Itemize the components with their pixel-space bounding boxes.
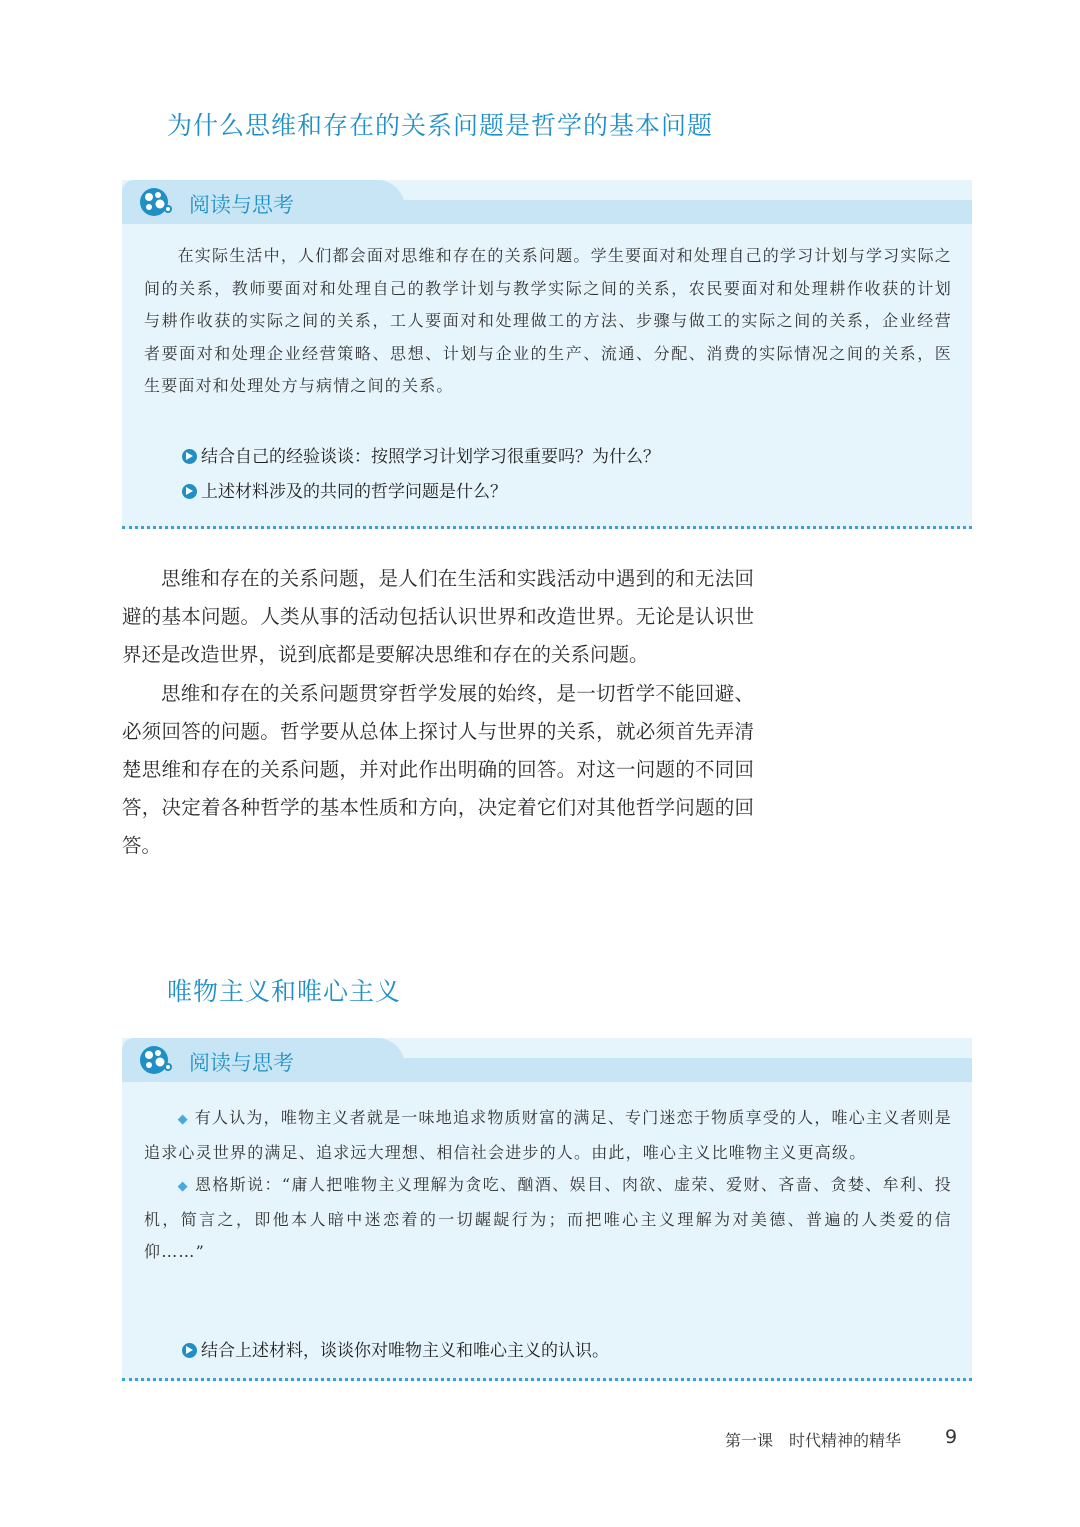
page-number: 9 — [945, 1426, 958, 1448]
play-circle-icon — [182, 449, 197, 464]
bullet-text: 有人认为，唯物主义者就是一味地追求物质财富的满足、专门迷恋于物质享受的人，唯心主义者则是追求心灵世界的满足、追求远大理想、相信社会进步的人。由此，唯心主义比唯物主义更高级。 — [144, 1108, 952, 1162]
box-header-label: 阅读与思考 — [189, 193, 294, 217]
reading-thinking-icon — [139, 186, 173, 218]
question-item — [182, 1336, 609, 1361]
bullet-text: 恩格斯说：“庸人把唯物主义理解为贪吃、酗酒、娱目、肉欲、虚荣、爱财、吝啬、贪婪、牟利、投机，简言之，即他本人暗中迷恋着的一切龌龊行为；而把唯心主义理解为对美德、普遍的人类爱的信仰……” — [144, 1175, 952, 1262]
box-material — [144, 1102, 952, 1269]
body-paragraph: 思维和存在的关系问题，是人们在生活和实践活动中遇到的和无法回避的基本问题。人类从事的活动包括认识世界和改造世界。无论是认识世界还是改造世界，说到底都是要解决思维和存在的关系问题。 — [122, 567, 754, 667]
section-title-philosophy-basic-question: 为什么思维和存在的关系问题是哲学的基本问题 — [167, 111, 714, 140]
box-header-label: 阅读与思考 — [189, 1051, 294, 1075]
box-bullet-item — [144, 1169, 952, 1269]
main-text — [122, 560, 754, 866]
play-circle-icon — [182, 1343, 197, 1358]
play-circle-icon — [182, 484, 197, 499]
reading-thinking-icon — [139, 1044, 173, 1076]
footer-chapter-title: 第一课 时代精神的精华 — [725, 1431, 902, 1450]
box-material — [144, 240, 952, 403]
body-paragraph: 思维和存在的关系问题贯穿哲学发展的始终，是一切哲学不能回避、必须回答的问题。哲学要从总体上探讨人与世界的关系，就必须首先弄清楚思维和存在的关系问题，并对此作出明确的回答。对这一问题的不同回答，决定着各种哲学的基本性质和方向，决定着它们对其他哲学问题的回答。 — [122, 681, 754, 858]
diamond-bullet-icon: ◆ — [177, 1179, 189, 1195]
box-header — [122, 1038, 972, 1082]
reading-thinking-box — [122, 1038, 972, 1381]
question-item — [182, 442, 660, 467]
diamond-bullet-icon: ◆ — [177, 1112, 189, 1127]
box-paragraph: 在实际生活中，人们都会面对思维和存在的关系问题。学生要面对和处理自己的学习计划与学习实际之间的关系，教师要面对和处理自己的教学计划与教学实际之间的关系，农民要面对和处理耕作收获的计划与耕作收获的实际之间的关系，工人要面对和处理做工的方法、步骤与做工的实际之间的关系，企业经营者要面对和处理企业经营策略、思想、计划与企业的生产、流通、分配、消费的实际情况之间的关系，医生要面对和处理处方与病情之间的关系。 — [144, 246, 952, 396]
question-text: 结合自己的经验谈谈：按照学习计划学习很重要吗？为什么？ — [201, 447, 660, 467]
question-item — [182, 477, 507, 502]
reading-thinking-box — [122, 180, 972, 529]
box-bullet-item — [144, 1102, 952, 1169]
question-text: 结合上述材料，谈谈你对唯物主义和唯心主义的认识。 — [201, 1341, 609, 1361]
section-title-materialism-idealism: 唯物主义和唯心主义 — [167, 977, 402, 1006]
box-header — [122, 180, 972, 224]
question-text: 上述材料涉及的共同的哲学问题是什么？ — [201, 482, 507, 502]
